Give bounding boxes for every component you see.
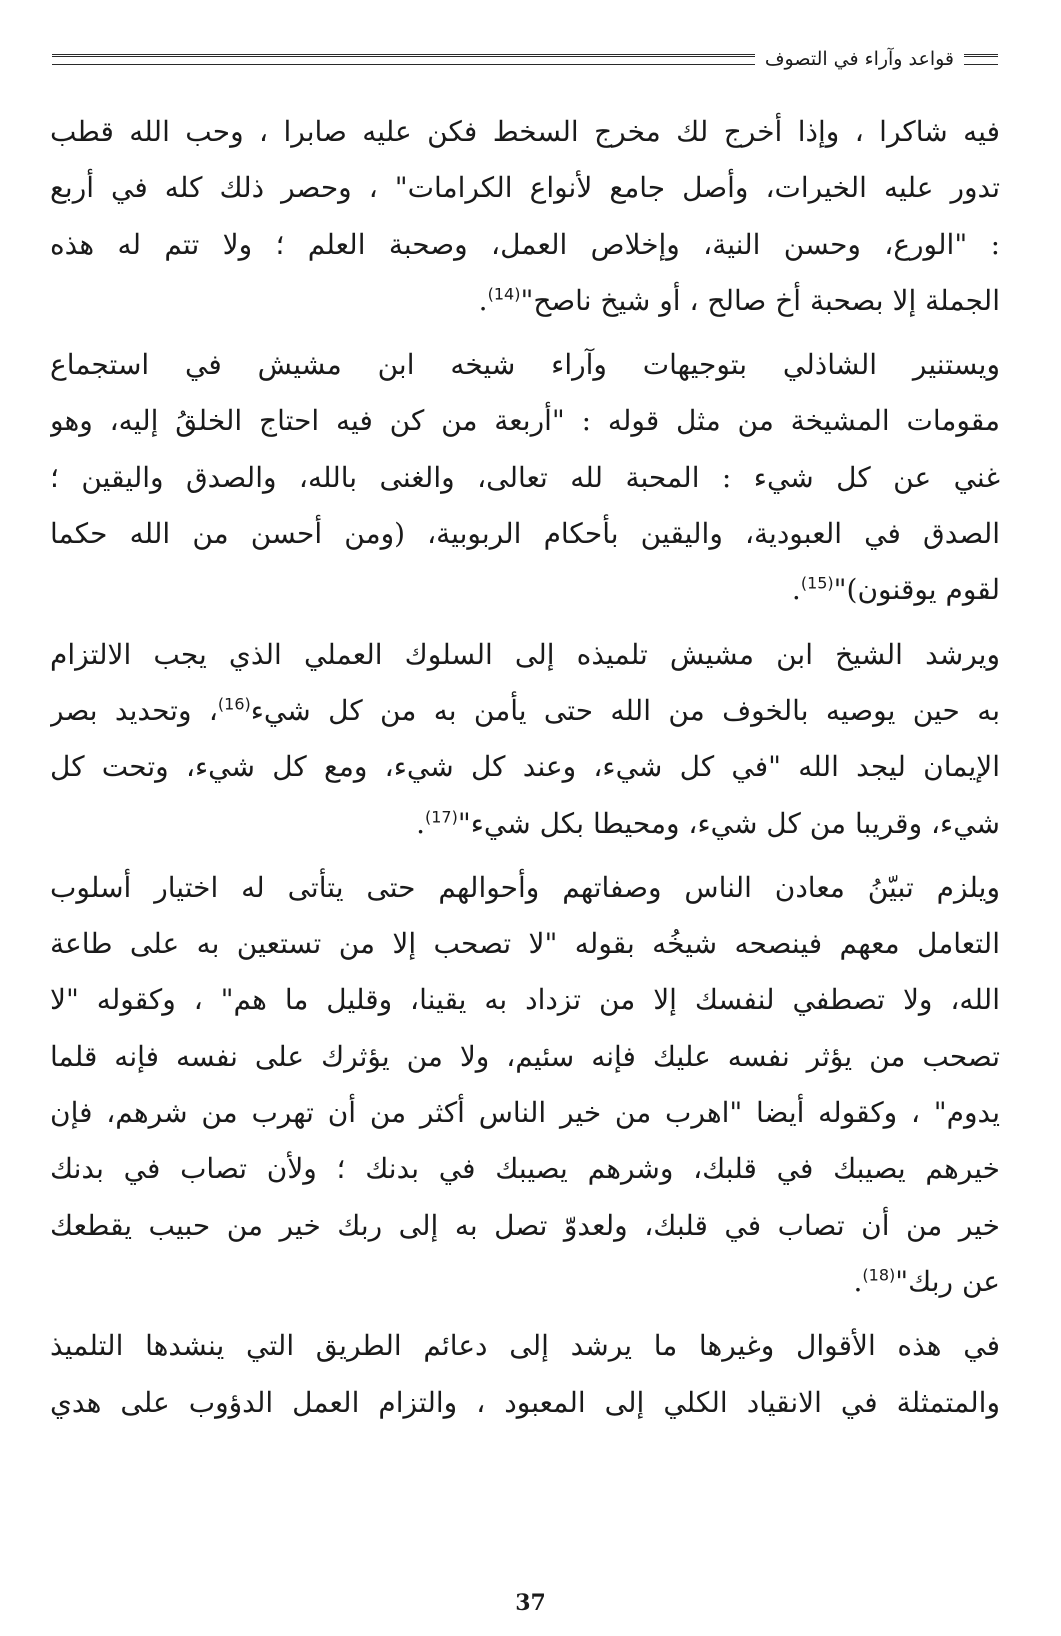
paragraph-2: [50, 337, 1000, 618]
text-line: عن ربك": [895, 1264, 1000, 1298]
page-number: 37: [515, 1590, 546, 1616]
text-line: شيء، وقريبا من كل شيء، ومحيطا بكل شيء": [457, 806, 1000, 840]
text-line: الله، ولا تصطفي لنفسك إلا من تزداد به يقينا، وقليل ما هم" ، وكقوله "لا: [50, 983, 1000, 1017]
text-line: لقوم يوقنون)": [833, 573, 1000, 607]
header-rule-right: [964, 54, 998, 65]
text-line: يدوم" ، وكقوله أيضا "اهرب من خير الناس أكثر من أن تهرب من شرهم، فإن: [50, 1096, 1000, 1130]
footnote-ref-14[interactable]: (14): [487, 284, 521, 304]
line-tail: .: [478, 283, 488, 317]
text-line-last: [50, 1254, 1000, 1310]
text-line: في هذه الأقوال وغيرها ما يرشد إلى دعائم الطريق التي ينشدها التلميذ: [50, 1329, 1000, 1363]
footnote-ref-15[interactable]: (15): [800, 574, 834, 594]
text-line: ويستنير الشاذلي بتوجيهات وآراء شيخه ابن مشيش في استجماع: [50, 348, 1000, 382]
paragraph-4: [50, 860, 1000, 1310]
body-text: [50, 104, 1000, 1431]
line-tail: ، وتحديد بصر: [50, 693, 218, 727]
header-rule-left: [52, 54, 755, 65]
text-line: تدور عليه الخيرات، وأصل جامع لأنواع الكرامات" ، وحصر ذلك كله في أربع: [50, 171, 1000, 205]
header-title: قواعد وآراء في التصوف: [764, 48, 954, 70]
text-line-last: [50, 273, 1000, 329]
running-header: [52, 44, 998, 74]
text-line: ويلزم تبيّنُ معادن الناس وصفاتهم وأحوالهم حتى يتأتى له اختيار أسلوب: [50, 870, 1000, 904]
line-tail: .: [416, 806, 425, 840]
text-line-with-footnote: [50, 683, 1000, 739]
footnote-ref-16[interactable]: (16): [217, 694, 251, 714]
text-line: : "الورع، وحسن النية، وإخلاص العمل، وصحبة العلم ؛ ولا تتم له هذه: [50, 227, 1000, 261]
line-tail: .: [791, 573, 801, 607]
text-line-last: [50, 562, 1000, 618]
paragraph-5: [50, 1318, 1000, 1431]
text-line: خيرهم يصيبك في قلبك، وشرهم يصيبك في بدنك ؛ ولأن تصاب في بدنك: [50, 1152, 1000, 1186]
text-line: فيه شاكرا ، وإذا أخرج لك مخرج السخط فكن عليه صابرا ، وحب الله قطب: [50, 115, 1000, 148]
text-line: به حين يوصيه بالخوف من الله حتى يأمن به من كل شيء: [250, 693, 1000, 727]
line-tail: .: [853, 1264, 863, 1298]
text-line: تصحب من يؤثر نفسه عليك فإنه سئيم، ولا من يؤثرك على نفسه فإنه قلما: [50, 1039, 1000, 1073]
text-line: الصدق في العبودية، واليقين بأحكام الربوبية، (ومن أحسن من الله حكما: [50, 517, 1000, 551]
text-line: غني عن كل شيء : المحبة لله تعالى، والغنى بالله، والصدق واليقين ؛: [50, 460, 1000, 494]
footnote-ref-18[interactable]: (18): [862, 1265, 896, 1285]
text-line: والمتمثلة في الانقياد الكلي إلى المعبود ، والتزام العمل الدؤوب على هدي: [50, 1385, 1000, 1419]
text-line: خير من أن تصاب في قلبك، ولعدوّ تصل به إلى ربك خير من حبيب يقطعك: [50, 1208, 1000, 1242]
paragraph-1: [50, 104, 1000, 329]
paragraph-3: [50, 627, 1000, 852]
text-line: مقومات المشيخة من مثل قوله : "أربعة من كن فيه احتاج الخلقُ إليه، وهو: [50, 404, 1000, 438]
footnote-ref-17[interactable]: (17): [425, 807, 458, 827]
text-line: التعامل معهم فينصحه شيخُه بقوله "لا تصحب إلا من تستعين به على طاعة: [50, 927, 1000, 961]
text-line: الإيمان ليجد الله "في كل شيء، وعند كل شيء، ومع كل شيء، وتحت كل: [50, 750, 1000, 784]
text-line-last: [50, 796, 1000, 852]
text-line: ويرشد الشيخ ابن مشيش تلميذه إلى السلوك العملي الذي يجب الالتزام: [50, 637, 1000, 671]
text-line: الجملة إلا بصحبة أخ صالح ، أو شيخ ناصح": [520, 283, 1000, 317]
